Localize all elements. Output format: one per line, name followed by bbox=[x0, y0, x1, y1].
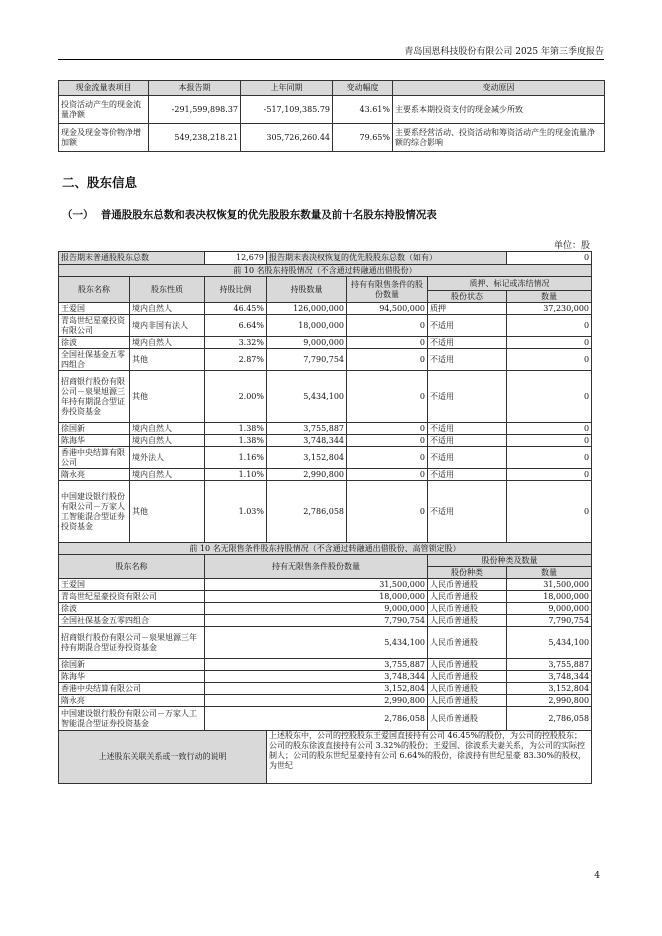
holder-status: 不适用 bbox=[428, 349, 507, 371]
preferred-holders-label: 报告期末表决权恢复的优先股股东总数（如有） bbox=[267, 252, 507, 265]
col-header-type-group: 股份种类及数量 bbox=[428, 555, 592, 567]
holder-qty: 3,755,887 bbox=[267, 423, 347, 435]
holder-pledge-qty: 0 bbox=[507, 469, 592, 481]
holder-restricted: 94,500,000 bbox=[347, 303, 428, 315]
holder-status: 不适用 bbox=[428, 371, 507, 423]
unrestricted-section-row bbox=[59, 543, 592, 555]
holder-ratio: 1.38% bbox=[205, 435, 267, 447]
unrestricted-header-row bbox=[59, 555, 592, 567]
share-type: 人民币普通股 bbox=[428, 603, 507, 615]
cashflow-item: 投资活动产生的现金流量净额 bbox=[59, 96, 149, 124]
holder-pledge-qty: 0 bbox=[507, 371, 592, 423]
top10-section-row bbox=[59, 265, 592, 277]
share-type-qty: 9,000,000 bbox=[507, 603, 592, 615]
unrestricted-row bbox=[59, 627, 592, 659]
cashflow-change: 43.61% bbox=[333, 96, 393, 124]
holder-ratio: 1.38% bbox=[205, 423, 267, 435]
unrestricted-qty: 31,500,000 bbox=[205, 579, 428, 591]
holder-qty: 2,990,800 bbox=[267, 469, 347, 481]
holder-name: 隋永亮 bbox=[59, 695, 205, 707]
holder-ratio: 1.03% bbox=[205, 481, 267, 543]
shareholder-row bbox=[59, 349, 592, 371]
holder-nature: 境内非国有法人 bbox=[130, 315, 205, 337]
col-header-status: 股份状态 bbox=[428, 291, 507, 303]
shareholder-row bbox=[59, 469, 592, 481]
cashflow-header-cell: 变动幅度 bbox=[333, 81, 393, 96]
summary-row bbox=[59, 252, 592, 265]
cashflow-row bbox=[59, 96, 605, 124]
shareholder-row bbox=[59, 371, 592, 423]
holder-nature: 其他 bbox=[130, 481, 205, 543]
holder-ratio: 1.16% bbox=[205, 447, 267, 469]
holder-qty: 9,000,000 bbox=[267, 337, 347, 349]
unrestricted-row bbox=[59, 671, 592, 683]
holder-name: 青岛世纪星豪投资有限公司 bbox=[59, 315, 130, 337]
shareholder-row bbox=[59, 447, 592, 469]
holder-name: 中国建设银行股份有限公司－万家人工智能混合型证券投资基金 bbox=[59, 481, 130, 543]
relation-label: 上述股东关联关系或一致行动的说明 bbox=[59, 731, 267, 784]
share-type: 人民币普通股 bbox=[428, 671, 507, 683]
cashflow-change: 79.65% bbox=[333, 124, 393, 152]
holder-name: 香港中央结算有限公司 bbox=[59, 683, 205, 695]
col-header-name: 股东名称 bbox=[59, 277, 130, 303]
col-header-qty: 持股数量 bbox=[267, 277, 347, 303]
unrestricted-qty: 9,000,000 bbox=[205, 603, 428, 615]
unrestricted-section-label: 前 10 名无限售条件股东持股情况（不含通过转融通出借股份、高管锁定股） bbox=[59, 543, 592, 555]
col-header-ratio: 持股比例 bbox=[205, 277, 267, 303]
shareholder-row bbox=[59, 481, 592, 543]
unrestricted-qty: 3,755,887 bbox=[205, 659, 428, 671]
col-header-restricted: 持有有限售条件的股份数量 bbox=[347, 277, 428, 303]
col-header-pledge-qty: 数量 bbox=[507, 291, 592, 303]
unrestricted-row bbox=[59, 591, 592, 603]
holder-name: 徐国新 bbox=[59, 423, 130, 435]
holder-status: 不适用 bbox=[428, 447, 507, 469]
relation-text: 上述股东中，公司的控股股东王爱国直接持有公司 46.45%的股份，为公司的控股股东；公司的股东徐波直接持有公司 3.32%的股份；王爱国、徐波系夫妻关系，为公司的实际控制人；公司的股东世纪星豪持有公司 6.64%的股份，徐波持有世纪星豪 83.30%的股权，为世纪 bbox=[267, 731, 592, 784]
holder-restricted: 0 bbox=[347, 435, 428, 447]
unrestricted-qty: 5,434,100 bbox=[205, 627, 428, 659]
cashflow-header-cell: 现金流量表项目 bbox=[59, 81, 149, 96]
share-type: 人民币普通股 bbox=[428, 627, 507, 659]
holder-nature: 境内自然人 bbox=[130, 469, 205, 481]
holder-name: 陈海华 bbox=[59, 671, 205, 683]
shareholder-table bbox=[58, 251, 592, 784]
holder-pledge-qty: 0 bbox=[507, 349, 592, 371]
holder-name: 香港中央结算有限公司 bbox=[59, 447, 130, 469]
holder-qty: 2,786,058 bbox=[267, 481, 347, 543]
holder-restricted: 0 bbox=[347, 447, 428, 469]
unrestricted-qty: 18,000,000 bbox=[205, 591, 428, 603]
holder-pledge-qty: 0 bbox=[507, 315, 592, 337]
cashflow-reason: 主要系本期投资支付的现金减少所致 bbox=[393, 96, 605, 124]
holder-restricted: 0 bbox=[347, 371, 428, 423]
share-type: 人民币普通股 bbox=[428, 659, 507, 671]
share-type: 人民币普通股 bbox=[428, 615, 507, 627]
share-type: 人民币普通股 bbox=[428, 683, 507, 695]
holder-nature: 其他 bbox=[130, 349, 205, 371]
share-type: 人民币普通股 bbox=[428, 579, 507, 591]
shareholder-row bbox=[59, 435, 592, 447]
relation-row bbox=[59, 731, 592, 784]
share-type-qty: 31,500,000 bbox=[507, 579, 592, 591]
cashflow-header-row bbox=[59, 81, 605, 96]
holder-name: 徐国新 bbox=[59, 659, 205, 671]
holder-name: 招商银行股份有限公司－泉果旭源三年持有期混合型证券投资基金 bbox=[59, 371, 130, 423]
cashflow-reason: 主要系经营活动、投资活动和筹资活动产生的现金流量净额的综合影响 bbox=[393, 124, 605, 152]
cashflow-header-cell: 变动原因 bbox=[393, 81, 605, 96]
unrestricted-qty: 2,786,058 bbox=[205, 707, 428, 731]
unrestricted-qty: 3,748,344 bbox=[205, 671, 428, 683]
holder-name: 徐波 bbox=[59, 337, 130, 349]
holder-status: 不适用 bbox=[428, 315, 507, 337]
shareholder-row bbox=[59, 337, 592, 349]
preferred-holders-value: 0 bbox=[507, 252, 592, 265]
holder-restricted: 0 bbox=[347, 423, 428, 435]
page-header: 青岛国恩科技股份有限公司 2025 年第三季度报告 bbox=[404, 47, 604, 57]
col-header-name: 股东名称 bbox=[59, 555, 205, 579]
unrestricted-row bbox=[59, 695, 592, 707]
holder-status: 不适用 bbox=[428, 435, 507, 447]
holder-status: 不适用 bbox=[428, 469, 507, 481]
cashflow-header-cell: 上年同期 bbox=[241, 81, 333, 96]
unrestricted-qty: 2,990,800 bbox=[205, 695, 428, 707]
holder-nature: 境内自然人 bbox=[130, 303, 205, 315]
unit-label: 单位：股 bbox=[553, 241, 590, 251]
cashflow-item: 现金及现金等价物净增加额 bbox=[59, 124, 149, 152]
holder-status: 质押 bbox=[428, 303, 507, 315]
holder-name: 陈海华 bbox=[59, 435, 130, 447]
holder-status: 不适用 bbox=[428, 481, 507, 543]
cashflow-row bbox=[59, 124, 605, 152]
holder-restricted: 0 bbox=[347, 315, 428, 337]
col-header-nature: 股东性质 bbox=[130, 277, 205, 303]
holder-name: 隋永亮 bbox=[59, 469, 130, 481]
holder-restricted: 0 bbox=[347, 349, 428, 371]
share-type-qty: 3,152,804 bbox=[507, 683, 592, 695]
cashflow-prior: -517,109,385.79 bbox=[241, 96, 333, 124]
col-header-unrestricted-qty: 持有无限售条件股份数量 bbox=[205, 555, 428, 579]
cashflow-header-cell: 本报告期 bbox=[149, 81, 241, 96]
holder-ratio: 6.64% bbox=[205, 315, 267, 337]
unrestricted-row bbox=[59, 659, 592, 671]
subsection-title: （一） 普通股股东总数和表决权恢复的优先股股东数量及前十名股东持股情况表 bbox=[62, 209, 437, 221]
holder-nature: 境内自然人 bbox=[130, 337, 205, 349]
holder-nature: 境内自然人 bbox=[130, 435, 205, 447]
section-title: 二、股东信息 bbox=[62, 175, 138, 190]
share-type-qty: 3,748,344 bbox=[507, 671, 592, 683]
unrestricted-row bbox=[59, 683, 592, 695]
cashflow-prior: 305,726,260.44 bbox=[241, 124, 333, 152]
holder-pledge-qty: 0 bbox=[507, 337, 592, 349]
holder-name: 全国社保基金五零四组合 bbox=[59, 615, 205, 627]
holder-qty: 3,152,804 bbox=[267, 447, 347, 469]
holder-pledge-qty: 0 bbox=[507, 481, 592, 543]
holder-ratio: 46.45% bbox=[205, 303, 267, 315]
page-number: 4 bbox=[594, 871, 600, 881]
common-holders-value: 12,679 bbox=[205, 252, 267, 265]
holder-name: 招商银行股份有限公司－泉果旭源三年持有期混合型证券投资基金 bbox=[59, 627, 205, 659]
holder-nature: 境内自然人 bbox=[130, 423, 205, 435]
shareholder-row bbox=[59, 423, 592, 435]
cashflow-current: 549,238,218.21 bbox=[149, 124, 241, 152]
holder-qty: 3,748,344 bbox=[267, 435, 347, 447]
share-type-qty: 18,000,000 bbox=[507, 591, 592, 603]
share-type-qty: 5,434,100 bbox=[507, 627, 592, 659]
share-type-qty: 3,755,887 bbox=[507, 659, 592, 671]
unrestricted-row bbox=[59, 603, 592, 615]
holder-status: 不适用 bbox=[428, 423, 507, 435]
cashflow-table bbox=[58, 80, 605, 152]
holder-pledge-qty: 37,230,000 bbox=[507, 303, 592, 315]
holder-ratio: 2.00% bbox=[205, 371, 267, 423]
col-header-pledge: 质押、标记或冻结情况 bbox=[428, 277, 592, 291]
holder-name: 王爱国 bbox=[59, 579, 205, 591]
unrestricted-qty: 3,152,804 bbox=[205, 683, 428, 695]
holder-ratio: 1.10% bbox=[205, 469, 267, 481]
holder-pledge-qty: 0 bbox=[507, 447, 592, 469]
holder-name: 青岛世纪星豪投资有限公司 bbox=[59, 591, 205, 603]
holder-qty: 18,000,000 bbox=[267, 315, 347, 337]
shareholder-row bbox=[59, 315, 592, 337]
holder-nature: 其他 bbox=[130, 371, 205, 423]
top10-section-label: 前 10 名股东持股情况（不含通过转融通出借股份） bbox=[59, 265, 592, 277]
holder-restricted: 0 bbox=[347, 337, 428, 349]
share-type-qty: 2,786,058 bbox=[507, 707, 592, 731]
holder-ratio: 2.87% bbox=[205, 349, 267, 371]
holder-qty: 126,000,000 bbox=[267, 303, 347, 315]
share-type: 人民币普通股 bbox=[428, 707, 507, 731]
holder-name: 全国社保基金五零四组合 bbox=[59, 349, 130, 371]
share-type-qty: 2,990,800 bbox=[507, 695, 592, 707]
holder-qty: 7,790,754 bbox=[267, 349, 347, 371]
unrestricted-row bbox=[59, 579, 592, 591]
holder-nature: 境外法人 bbox=[130, 447, 205, 469]
top10-header-row bbox=[59, 277, 592, 291]
header-rule bbox=[58, 59, 604, 60]
holder-pledge-qty: 0 bbox=[507, 423, 592, 435]
holder-qty: 5,434,100 bbox=[267, 371, 347, 423]
holder-status: 不适用 bbox=[428, 337, 507, 349]
holder-restricted: 0 bbox=[347, 469, 428, 481]
unrestricted-qty: 7,790,754 bbox=[205, 615, 428, 627]
holder-name: 徐波 bbox=[59, 603, 205, 615]
holder-restricted: 0 bbox=[347, 481, 428, 543]
holder-name: 中国建设银行股份有限公司－万家人工智能混合型证券投资基金 bbox=[59, 707, 205, 731]
holder-ratio: 3.32% bbox=[205, 337, 267, 349]
holder-name: 王爱国 bbox=[59, 303, 130, 315]
share-type: 人民币普通股 bbox=[428, 695, 507, 707]
col-header-type: 股份种类 bbox=[428, 567, 507, 579]
shareholder-row bbox=[59, 303, 592, 315]
share-type-qty: 7,790,754 bbox=[507, 615, 592, 627]
unrestricted-row bbox=[59, 707, 592, 731]
cashflow-current: -291,599,898.37 bbox=[149, 96, 241, 124]
unrestricted-row bbox=[59, 615, 592, 627]
share-type: 人民币普通股 bbox=[428, 591, 507, 603]
col-header-type-qty: 数量 bbox=[507, 567, 592, 579]
common-holders-label: 报告期末普通股股东总数 bbox=[59, 252, 205, 265]
holder-pledge-qty: 0 bbox=[507, 435, 592, 447]
